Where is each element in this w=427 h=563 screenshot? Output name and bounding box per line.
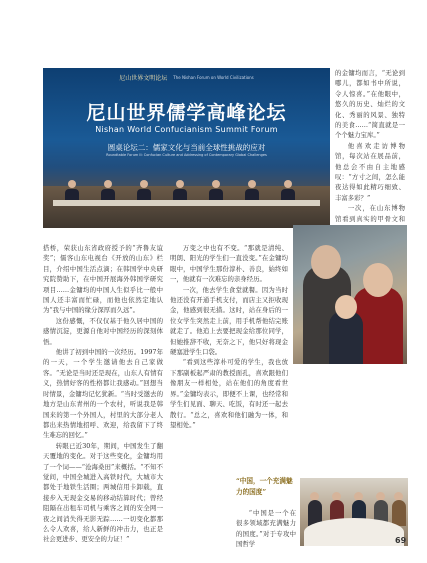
dinner-photo	[300, 478, 408, 546]
paragraph: 的金镛均而言，“无论到哪儿，都如书中所说，令人惊喜。”在他眼中，悠久的历史、灿烂的文化、秀丽的风景、独特的美食……“简直就是一个个魅力宝库。”	[335, 69, 405, 140]
paragraph: 他讲了初到中国的一次经历。1997年的一天，一个学生邀请他去自己家做客。“无论是当时还是现在，山东人有情有义，热情好客的性格都让我感动。”回想当时情景，金镛均记忆犹新。“当时受邀去的地方是山东青州的一个农村，听说我是韩国来的第一个外国人，村里的大部分老人都出来热情地招呼、欢迎，给我留下了终生难忘的回忆。”	[43, 348, 163, 440]
forum-table	[53, 200, 320, 206]
paragraph: 转眼已近30年，期间，中国发生了翻天覆地的变化。对于这些变化，金镛均用了一个词——“沧海桑田”来概括。“不知不觉间，中国全城进入高铁时代，大城市大都处于地铁生活圈；两城信用卡卸载，直接步入无现金交易的移动结算时代；曾经阻隔在出租车司机与乘客之间的安全网一夜之间消失得无影无踪……一切变化都那么令人欢喜，给人新鲜的冲击力，也正是社会更进步、更安全的力证！”	[43, 441, 163, 544]
forum-logo-en: The Nishan Forum on World Civilizations	[173, 74, 254, 80]
page-number: 69	[395, 536, 407, 545]
guest-figure	[392, 500, 406, 526]
mid-bottom-column	[236, 508, 296, 550]
paragraph: “看到这些淳朴可爱的学生，我也放下那副板起严肃的教授面孔，喜欢跟他们像朋友一样相处，站在他们的角度看世界。”金镛均表示，即便不上课，也经常和学生们见面、聊天、吃饭，有时还一起去散行。“总之，喜欢和他们融为一体，和望相处。”	[170, 358, 288, 429]
person-head	[363, 263, 393, 297]
family-photo	[293, 225, 407, 364]
paragraph: 一次，他去学生食堂就餐。因为当时他还没有开通手机支付，而店主又拒收现金，他感到很无措。这时，站在身后的一位女学生突然走上前，用手机帮他结完账就走了。他追上去要把现金给那位同学，但她推辞不收，无奈之下，他只好将现金硬塞进学生口袋。	[170, 285, 288, 357]
paragraph: “中国是一个在很多领域都充满魅力的国度。”对于专攻中国哲学	[236, 509, 296, 549]
forum-title-en: Nishan World Confucianism Summit Forum	[95, 125, 278, 134]
forum-subtitle-cn: 圆桌论坛二：儒家文化与当前全球性挑战的应对	[107, 143, 266, 152]
right-top-column	[335, 68, 405, 235]
left-column	[43, 243, 163, 545]
paragraph: 万变之中也有不变。“那就是清纯、明朗、阳光的学生们一直没变。”在金镛均眼中，中国学生那份淳朴、善良，始终如一，他就有一次难忘的亲身经历。	[170, 244, 288, 284]
paragraph: 一次，在山东博物馆看到真实的甲骨文和	[335, 204, 405, 223]
forum-logo	[43, 68, 330, 86]
forum-photo	[43, 68, 330, 228]
paragraph: 这份感慨，不仅仅基于他久居中国的感情沉淀，更源自他对中国经历的深刻体悟。	[43, 316, 163, 346]
pull-quote: “中国，一个充满魅力的国度”	[236, 477, 293, 496]
middle-column	[170, 243, 288, 430]
forum-logo-cn: 尼山世界文明论坛	[119, 74, 168, 82]
paragraph: 他喜欢走访博物馆，每次站在展品前，他总会不由自主地感叹：“方寸之间，怎么能夜达得如此精巧细致、丰富多彩？”	[335, 141, 405, 202]
dining-table	[304, 518, 407, 546]
person-head	[311, 245, 341, 279]
forum-title-cn: 尼山世界儒学高峰论坛	[86, 102, 287, 124]
paragraph: 搭桥，荣获山东省政府授予的“齐鲁友谊奖”；儒客山东电视台《开放的山东》栏目，介绍中国生活点滴；在韩国学中央研究院赞助下，在中国开展海外韩国学研究项目……金镛均的中国人生似乎比一般中国人还丰富而忙碌，而他也依然定地认为“我与中国的缘分深厚而久远”。	[43, 244, 163, 315]
child-head	[335, 295, 357, 319]
forum-subtitle-en: Roundtable Forum II: Confucian Culture and Addressing of Contemporary Global Challenges	[106, 153, 267, 157]
